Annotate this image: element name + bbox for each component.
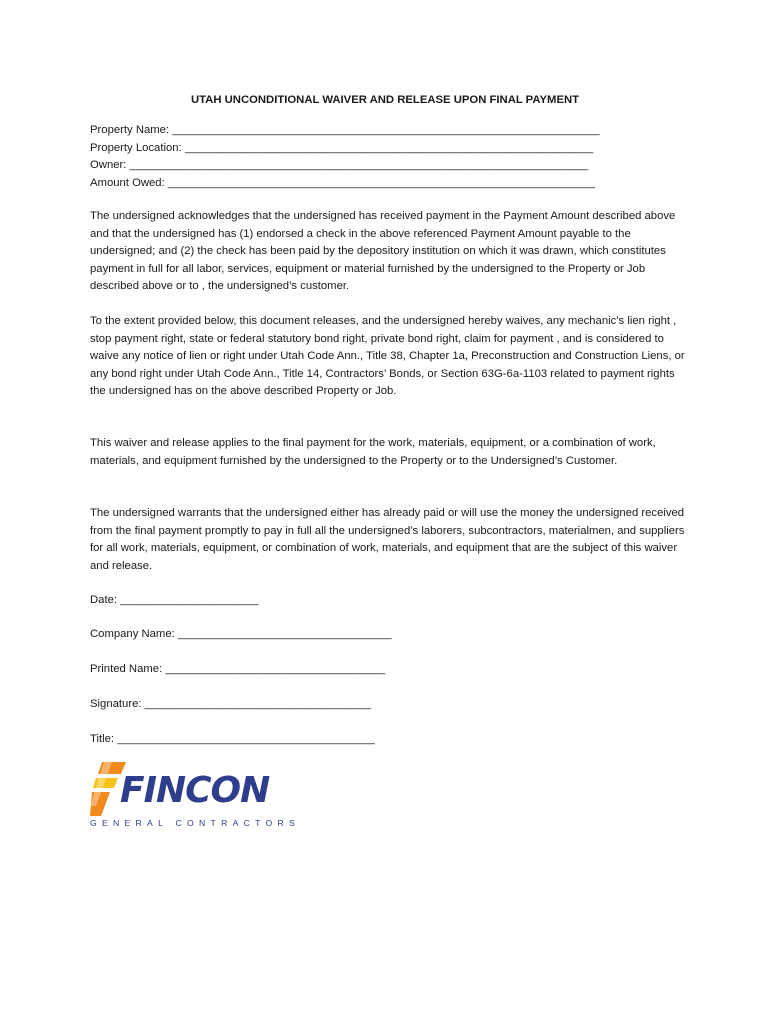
- property-fields: [90, 122, 599, 192]
- company-name-line: Company Name: __________________________________: [90, 628, 392, 640]
- paragraph-warranty: The undersigned warrants that the undersigned either has already paid or will use the money the undersigned received from the final payment promptly to pay in full all the undersigned’s laborers, subcontractors, materialmen, and suppliers for all work, materials, equipment, or combination of work, materials, and equipment that are the subject of this waiver and release.: [90, 507, 685, 572]
- fincon-logo: [90, 760, 301, 835]
- owner-field: Owner: _________________________________________________________________________: [90, 159, 589, 171]
- printed-name-line: Printed Name: ___________________________________: [90, 663, 386, 675]
- date-line: Date: ______________________: [90, 594, 259, 606]
- property-location-field: Property Location: _________________________________________________________________: [90, 141, 594, 154]
- property-name-field: Property Name: ____________________________________________________________________: [90, 124, 600, 136]
- paragraph-release: To the extent provided below, this document releases, and the undersigned hereby waives, any mechanic’s lien right , stop payment right, state or federal statutory bond right, private bond right, claim for payment , and is considered to waive any notice of lien or right under Utah Code Ann., Title 38, Chapter 1a, Preconstruction and Construction Liens, or any bond right under Utah Code Ann., Title 14, Contractors’ Bonds, or Section 63G-6a-1103 related to payment rights the undersigned has on the above described Property or Job.: [90, 315, 685, 397]
- amount-owed-field: Amount Owed: ____________________________________________________________________: [90, 176, 596, 189]
- logo-subtitle: GENERAL CONTRACTORS: [90, 818, 301, 828]
- document-title: UTAH UNCONDITIONAL WAIVER AND RELEASE UPON FINAL PAYMENT: [190, 94, 580, 106]
- paragraph-acknowledgement: The undersigned acknowledges that the undersigned has received payment in the Payment Amount described above and that the undersigned has (1) endorsed a check in the above referenced Payment Amount payable to the undersigned; and (2) the check has been paid by the depository institution on which it was drawn, which constitutes payment in full for all labor, services, equipment or material furnished by the undersigned to the Property or Job described above or to , the undersigned’s customer.: [90, 210, 676, 292]
- signature-line: Signature: ____________________________________: [90, 698, 371, 710]
- logo-wordmark: FINCON: [120, 770, 270, 811]
- title-line: Title: _________________________________________: [90, 733, 375, 745]
- paragraph-applies: This waiver and release applies to the final payment for the work, materials, equipment, or a combination of work, materials, and equipment furnished by the undersigned to the Property or to the Undersigned’s Customer.: [90, 437, 656, 467]
